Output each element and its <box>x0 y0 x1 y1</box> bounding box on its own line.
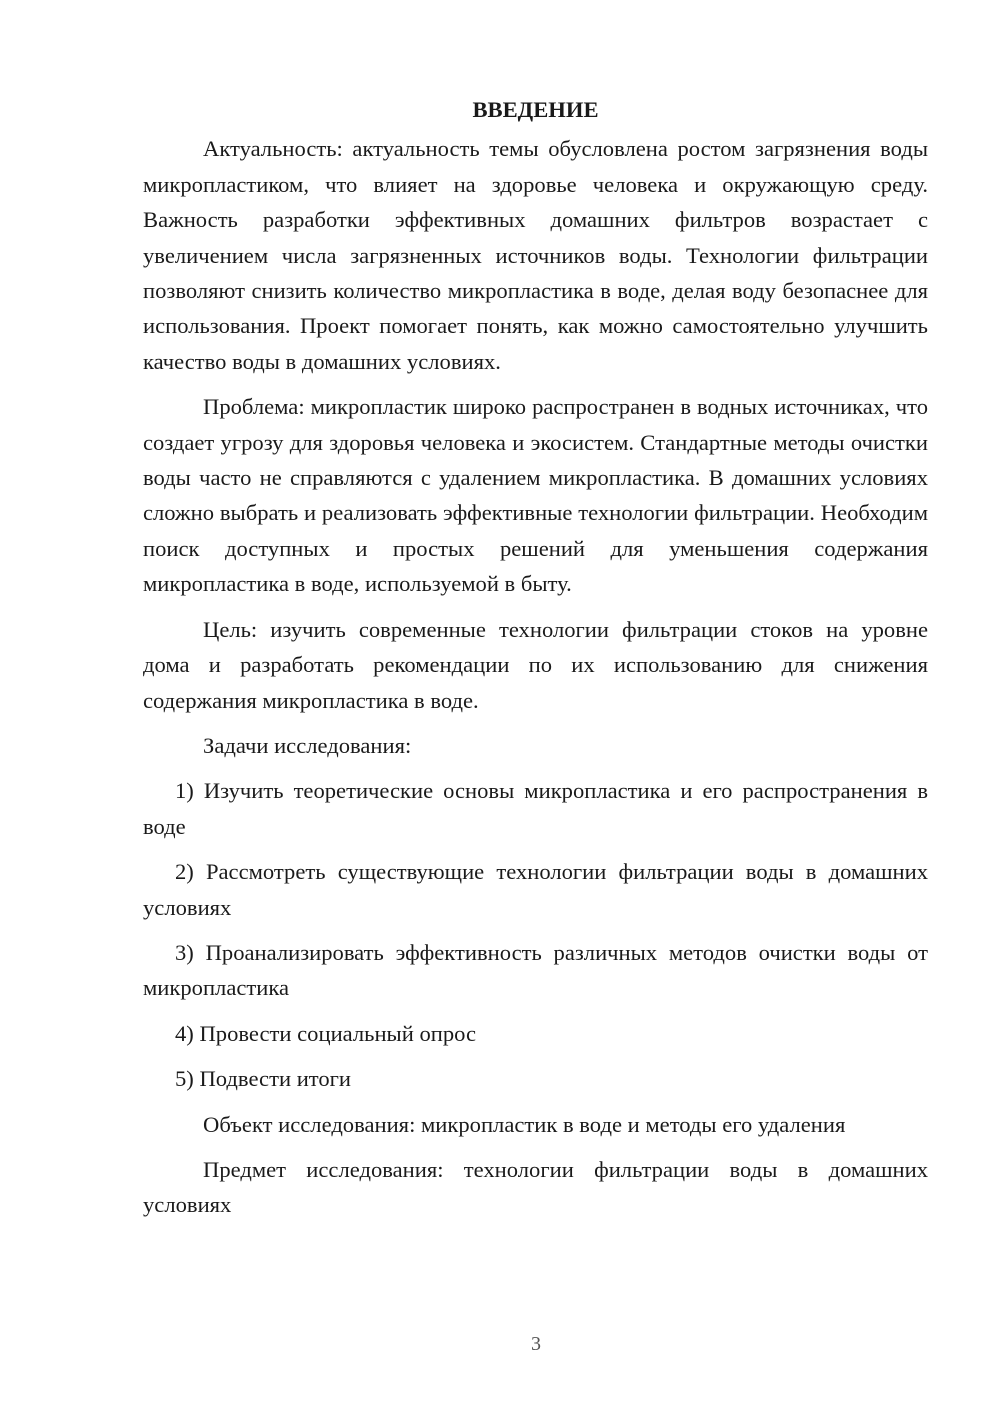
section-title: ВВЕДЕНИЕ <box>472 97 599 122</box>
task-item-5: 5) Подвести итоги <box>175 1066 352 1092</box>
subject-paragraph: Предмет исследования: технологии фильтрации воды в домашних условиях <box>143 1156 928 1218</box>
relevance-paragraph: Актуальность: актуальность темы обусловлена ростом загрязнения воды микропластиком, что влияет на здоровье человека и окружающую среду. Важность разработки эффективных домашних фильтров возрастает с увеличением числа загрязненных источников воды. Технологии фильтрации позволяют снизить количество микропластика в воде, делая воду безопаснее для использования. Проект помогает понять, как можно самостоятельно улучшить качество воды в домашних условиях. <box>143 136 928 374</box>
object-paragraph: Объект исследования: микропластик в воде и методы его удаления <box>203 1111 846 1137</box>
goal-paragraph: Цель: изучить современные технологии фильтрации стоков на уровне дома и разработать рекомендации по их использованию для снижения содержания микропластика в воде. <box>143 616 928 713</box>
task-item-1: 1) Изучить теоретические основы микропластика и его распространения в воде <box>143 778 928 839</box>
page-content <box>143 92 928 1233</box>
problem-paragraph: Проблема: микропластик широко распространен в водных источниках, что создает угрозу для здоровья человека и экосистем. Стандартные методы очистки воды часто не справляются с удалением микропластика. В домашних условиях сложно выбрать и реализовать эффективные технологии фильтрации. Необходим поиск доступных и простых решений для уменьшения содержания микропластика в воде, используемой в быту. <box>143 394 928 597</box>
task-item-4: 4) Провести социальный опрос <box>175 1020 477 1046</box>
task-item-2: 2) Рассмотреть существующие технологии фильтрации воды в домашних условиях <box>143 859 928 920</box>
page-number: 3 <box>531 1333 541 1355</box>
task-item-3: 3) Проанализировать эффективность различных методов очистки воды от микропластика <box>143 939 928 1001</box>
tasks-heading: Задачи исследования: <box>203 732 412 758</box>
